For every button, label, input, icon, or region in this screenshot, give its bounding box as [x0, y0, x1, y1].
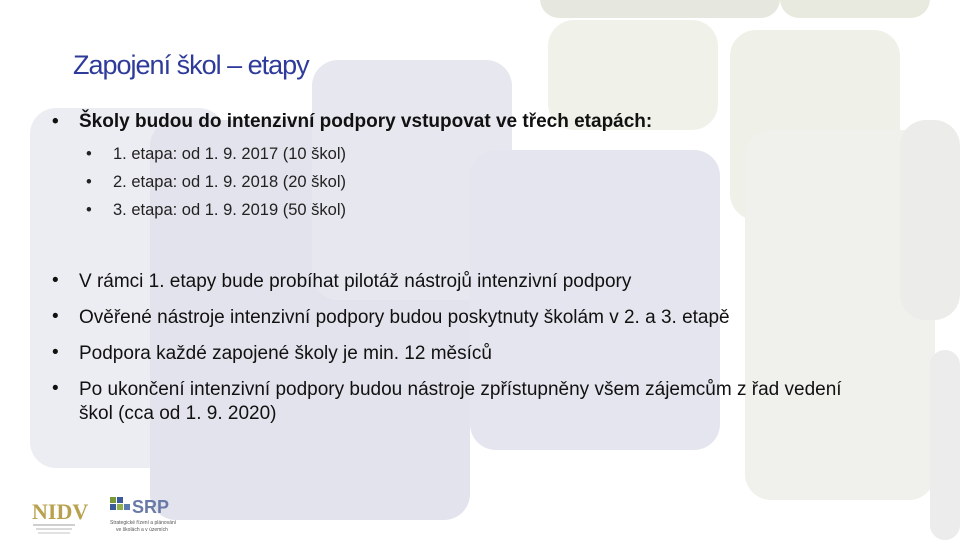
- srp-logo-text: SRP: [132, 497, 170, 517]
- srp-logo: [108, 493, 188, 537]
- bullet-dot: •: [52, 306, 59, 327]
- bullet-dot: •: [52, 342, 59, 363]
- slide-title: Zapojení škol – etapy: [73, 50, 309, 80]
- bullet-dot: •: [86, 145, 92, 163]
- main-bullet-text: Školy budou do intenzivní podpory vstupovat ve třech etapách:: [79, 111, 653, 132]
- sub-bullet-text: 3. etapa: od 1. 9. 2019 (50 škol): [113, 201, 346, 219]
- sub-bullet-text: 2. etapa: od 1. 9. 2018 (20 škol): [113, 173, 346, 191]
- nidv-logo: [30, 493, 89, 537]
- bullet-dot: •: [52, 378, 59, 399]
- bullet-text: V rámci 1. etapy bude probíhat pilotáž nástrojů intenzivní podpory: [79, 271, 632, 292]
- bullet-text: Po ukončení intenzivní podpory budou nástroje zpřístupněny všem zájemcům z řad vedení škol (cca od 1. 9. 2020): [79, 379, 842, 424]
- bullet-dot: •: [52, 270, 59, 291]
- nidv-logo-graphic: [30, 493, 89, 537]
- sub-bullet-text: 1. etapa: od 1. 9. 2017 (10 škol): [113, 145, 346, 163]
- bullet-text: Podpora každé zapojené školy je min. 12 měsíců: [79, 343, 492, 364]
- srp-caption-1: Strategické řízení a plánování: [110, 520, 177, 526]
- srp-caption-2: ve školách a v územích: [116, 527, 168, 533]
- bullet-dot: •: [52, 111, 59, 132]
- nidv-logo-text: NIDV: [32, 499, 89, 524]
- bullet-text: Ověřené nástroje intenzivní podpory budou poskytnuty školám v 2. a 3. etapě: [79, 307, 730, 328]
- srp-logo-graphic: [108, 493, 188, 537]
- bullet-dot: •: [86, 201, 92, 219]
- bullet-dot: •: [86, 173, 92, 191]
